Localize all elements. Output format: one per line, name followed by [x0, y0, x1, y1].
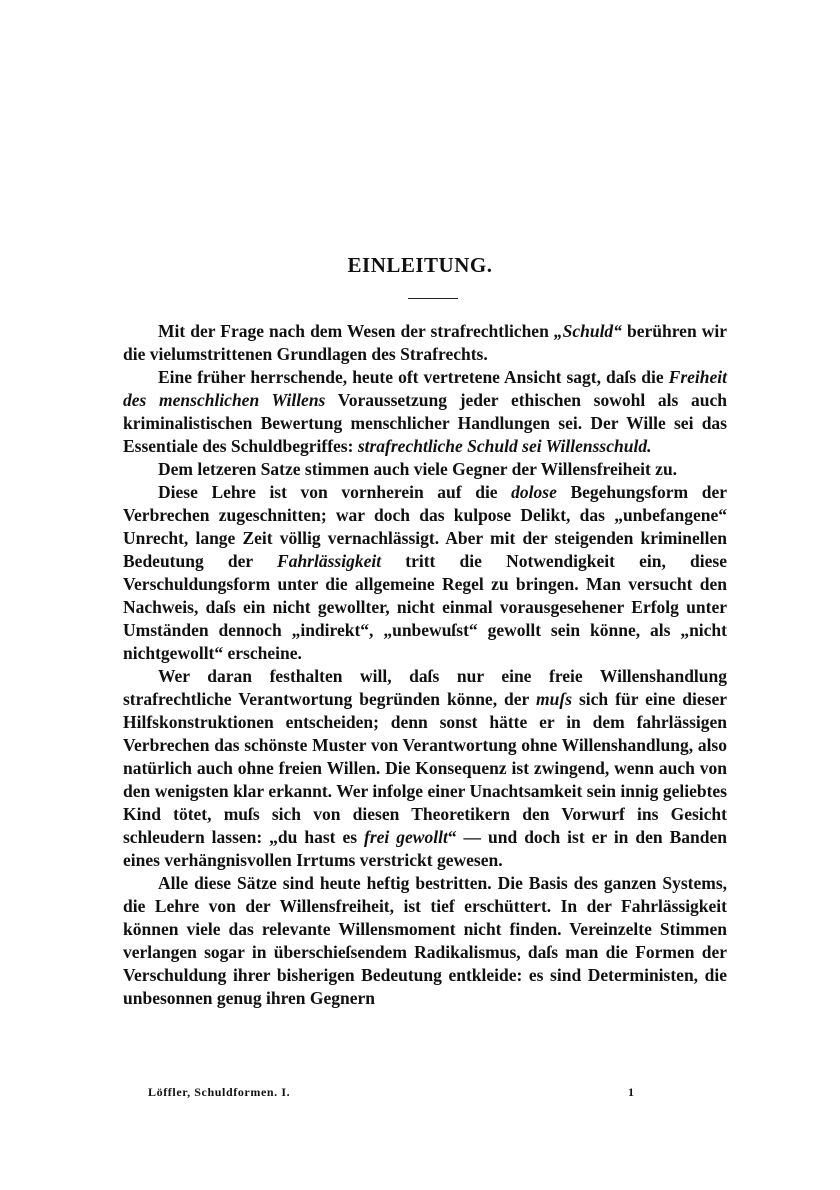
emphasis-text: Freiheit des menschlichen Willens: [123, 367, 727, 410]
paragraph-text: Begehungsform der Verbrechen zugeschnitten; war doch das kulpose Delikt, das „unbefangene“ Unrecht, lange Zeit völlig vernachlässigt. Aber mit der steigenden kriminellen Bedeutung der: [123, 482, 727, 571]
emphasis-text: frei gewollt: [364, 827, 448, 847]
paragraph-text: Voraussetzung jeder ethischen sowohl als auch kriminalistischen Bewertung menschlicher Handlungen sei. Der Wille sei das Essentiale des Schuldbegriffes:: [123, 390, 727, 456]
footer-author: Löffler, Schuldformen. I.: [148, 1085, 291, 1099]
paragraph-text: Alle diese Sätze sind heute heftig bestritten. Die Basis des ganzen Systems, die Lehre von der Willensfreiheit, ist tief erschüttert. In der Fahrlässigkeit können viele das relevante Willensmoment nicht finden. Vereinzelte Stimmen verlangen sogar in überschieſsendem Radikalismus, daſs man die Formen der Verschuldung ihrer bisherigen Bedeutung entkleide: es sind Deterministen, die unbesonnen genug ihren Gegnern: [123, 873, 727, 1008]
paragraph-1: [123, 320, 727, 366]
paragraph-3: [123, 458, 727, 481]
paragraph-4: [123, 481, 727, 665]
paragraph-text: Mit der Frage nach dem Wesen der strafrechtlichen: [158, 321, 554, 341]
paragraph-text: Wer daran festhalten will, daſs nur eine freie Willenshandlung strafrechtliche Verantwortung begründen könne, der: [123, 666, 727, 709]
emphasis-text: strafrechtliche Schuld sei Willensschuld.: [357, 436, 652, 456]
emphasis-text: „Schuld“: [553, 321, 622, 341]
paragraph-text: Dem letzeren Satze stimmen auch viele Gegner der Willensfreiheit zu.: [158, 459, 678, 479]
paragraph-text: sich für eine dieser Hilfskonstruktionen entscheiden; denn sonst hätte er in dem fahrlässigen Verbrechen das schönste Muster von Verantwortung ohne Willenshandlung, also natürlich auch ohne freien Willen. Die Konsequenz ist zwingend, wenn auch von den wenigsten klar erkannt. Wer infolge einer Unachtsamkeit sein innig geliebtes Kind tötet, muſs sich von diesen Theoretikern den Vorwurf ins Gesicht schleudern lassen: „du hast es: [123, 689, 727, 847]
page-footer: [148, 1085, 648, 1105]
paragraph-text: “ — und doch ist er in den Banden eines verhängnisvollen Irrtums verstrickt gewesen.: [123, 827, 727, 870]
emphasis-text: muſs: [536, 689, 572, 709]
paragraph-text: Diese Lehre ist von vornherein auf die: [158, 482, 512, 502]
paragraph-text: tritt die Notwendigkeit ein, diese Verschuldungsform unter die allgemeine Regel zu bringen. Man versucht den Nachweis, daſs ein nicht gewollter, nicht einmal vorausgesehener Erfolg unter Umständen dennoch „indirekt“, „unbewuſst“ gewollt sein könne, als „nicht nichtgewollt“ erscheine.: [123, 551, 727, 663]
paragraph-2: [123, 366, 727, 458]
paragraph-5: [123, 665, 727, 872]
page-number: 1: [628, 1085, 635, 1099]
emphasis-text: Fahrlässigkeit: [277, 551, 382, 571]
title-rule: [408, 298, 458, 299]
paragraph-text: berühren wir die vielumstrittenen Grundlagen des Strafrechts.: [123, 321, 727, 364]
body-text: [123, 320, 727, 1010]
page-title: EINLEITUNG.: [347, 253, 493, 277]
emphasis-text: dolose: [511, 482, 557, 502]
paragraph-6: [123, 872, 727, 1010]
paragraph-text: Eine früher herrschende, heute oft vertretene Ansicht sagt, daſs die: [158, 367, 669, 387]
